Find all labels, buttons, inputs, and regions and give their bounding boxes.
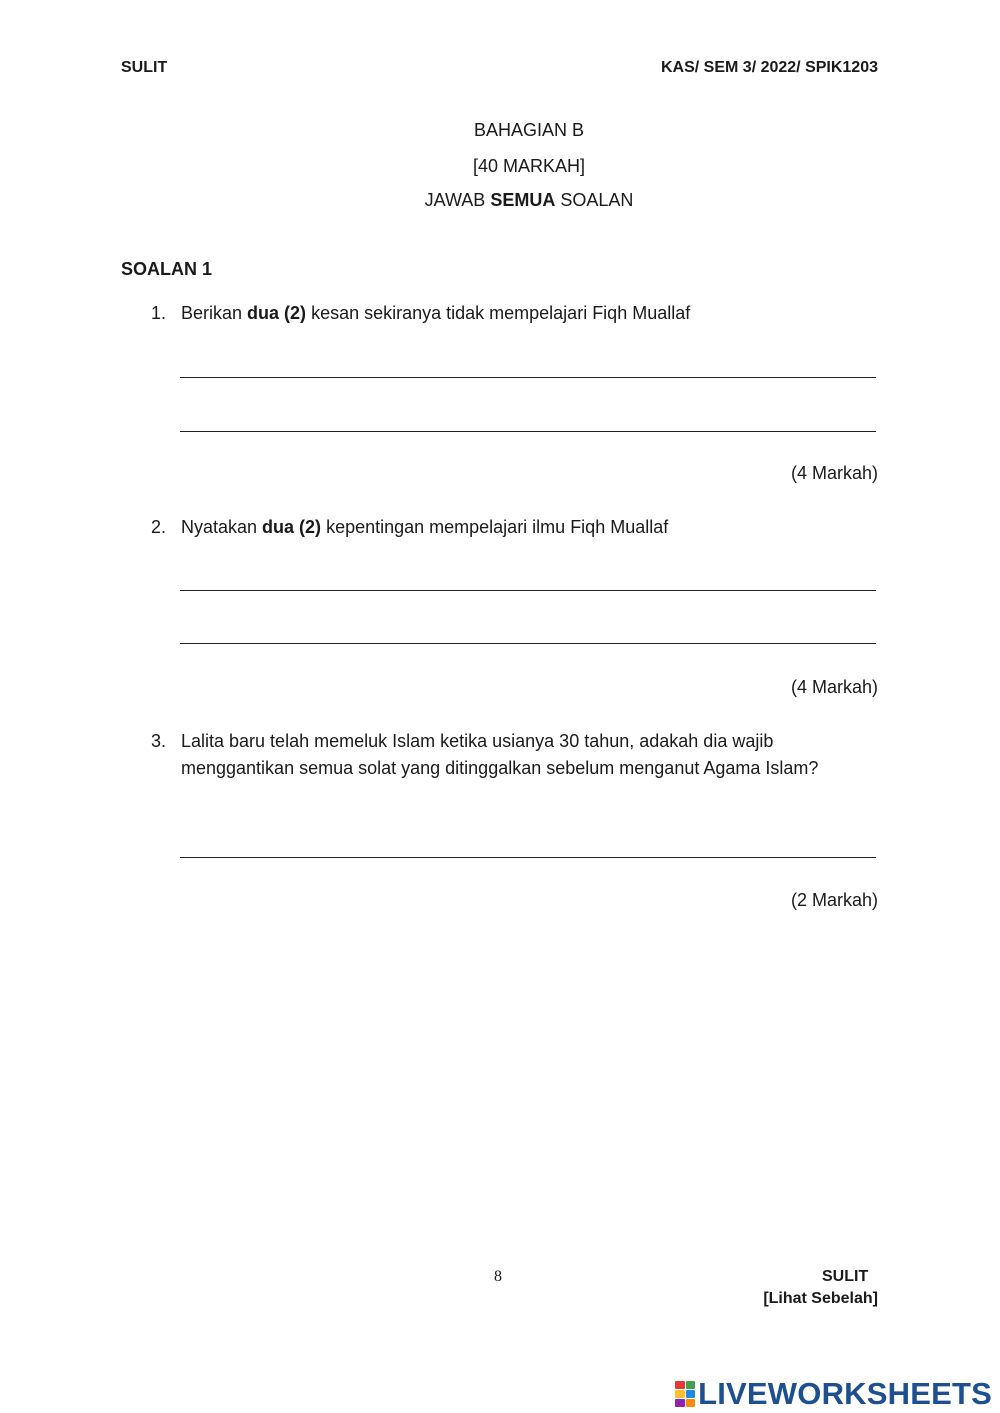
footer-status: SULIT <box>822 1268 869 1285</box>
logo-badge-icon <box>675 1381 695 1407</box>
instruction-suffix: SOALAN <box>555 190 634 210</box>
answer-line <box>180 643 876 644</box>
question-text-before: Nyatakan <box>181 517 263 537</box>
question-group-title: SOALAN 1 <box>121 259 213 279</box>
answer-input[interactable] <box>180 349 880 375</box>
question-number: 2. <box>151 517 167 537</box>
question-text-after: kesan sekiranya tidak mempelajari Fiqh Muallaf <box>306 303 691 323</box>
footer-next: [Lihat Sebelah] <box>763 1290 878 1307</box>
answer-line <box>180 377 876 378</box>
instruction-prefix: JAWAB <box>424 190 491 210</box>
page-number: 8 <box>494 1268 502 1285</box>
marks-label: (2 Markah) <box>790 890 878 910</box>
header-left: SULIT <box>121 59 168 76</box>
answer-input[interactable] <box>180 615 880 641</box>
logo-text: LIVEWORKSHEETS <box>698 1376 992 1411</box>
instruction-bold: SEMUA <box>490 190 556 210</box>
section-instruction <box>0 190 1000 211</box>
marks-label: (4 Markah) <box>790 463 878 483</box>
answer-input[interactable] <box>180 829 880 855</box>
section-marks: [40 MARKAH] <box>472 156 586 176</box>
question-text-bold: dua (2) <box>262 517 322 537</box>
question-text <box>181 300 881 327</box>
question-text-after: kepentingan mempelajari ilmu Fiqh Muallaf <box>321 517 669 537</box>
answer-line <box>180 431 876 432</box>
question-text <box>181 514 881 541</box>
answer-line <box>180 857 876 858</box>
question-text-bold: dua (2) <box>247 303 307 323</box>
question-number: 3. <box>151 731 167 751</box>
liveworksheets-logo[interactable] <box>675 1376 992 1412</box>
answer-line <box>180 590 876 591</box>
question-number: 1. <box>151 303 167 323</box>
answer-input[interactable] <box>180 403 880 429</box>
question-text-before: Berikan <box>181 303 248 323</box>
header-code: KAS/ SEM 3/ 2022/ SPIK1203 <box>661 59 878 76</box>
marks-label: (4 Markah) <box>790 677 878 697</box>
section-title: BAHAGIAN B <box>473 120 585 140</box>
question-text: Lalita baru telah memeluk Islam ketika usianya 30 tahun, adakah dia wajib menggantikan semua solat yang ditinggalkan sebelum menganut Agama Islam? <box>181 731 819 778</box>
answer-input[interactable] <box>180 562 880 588</box>
